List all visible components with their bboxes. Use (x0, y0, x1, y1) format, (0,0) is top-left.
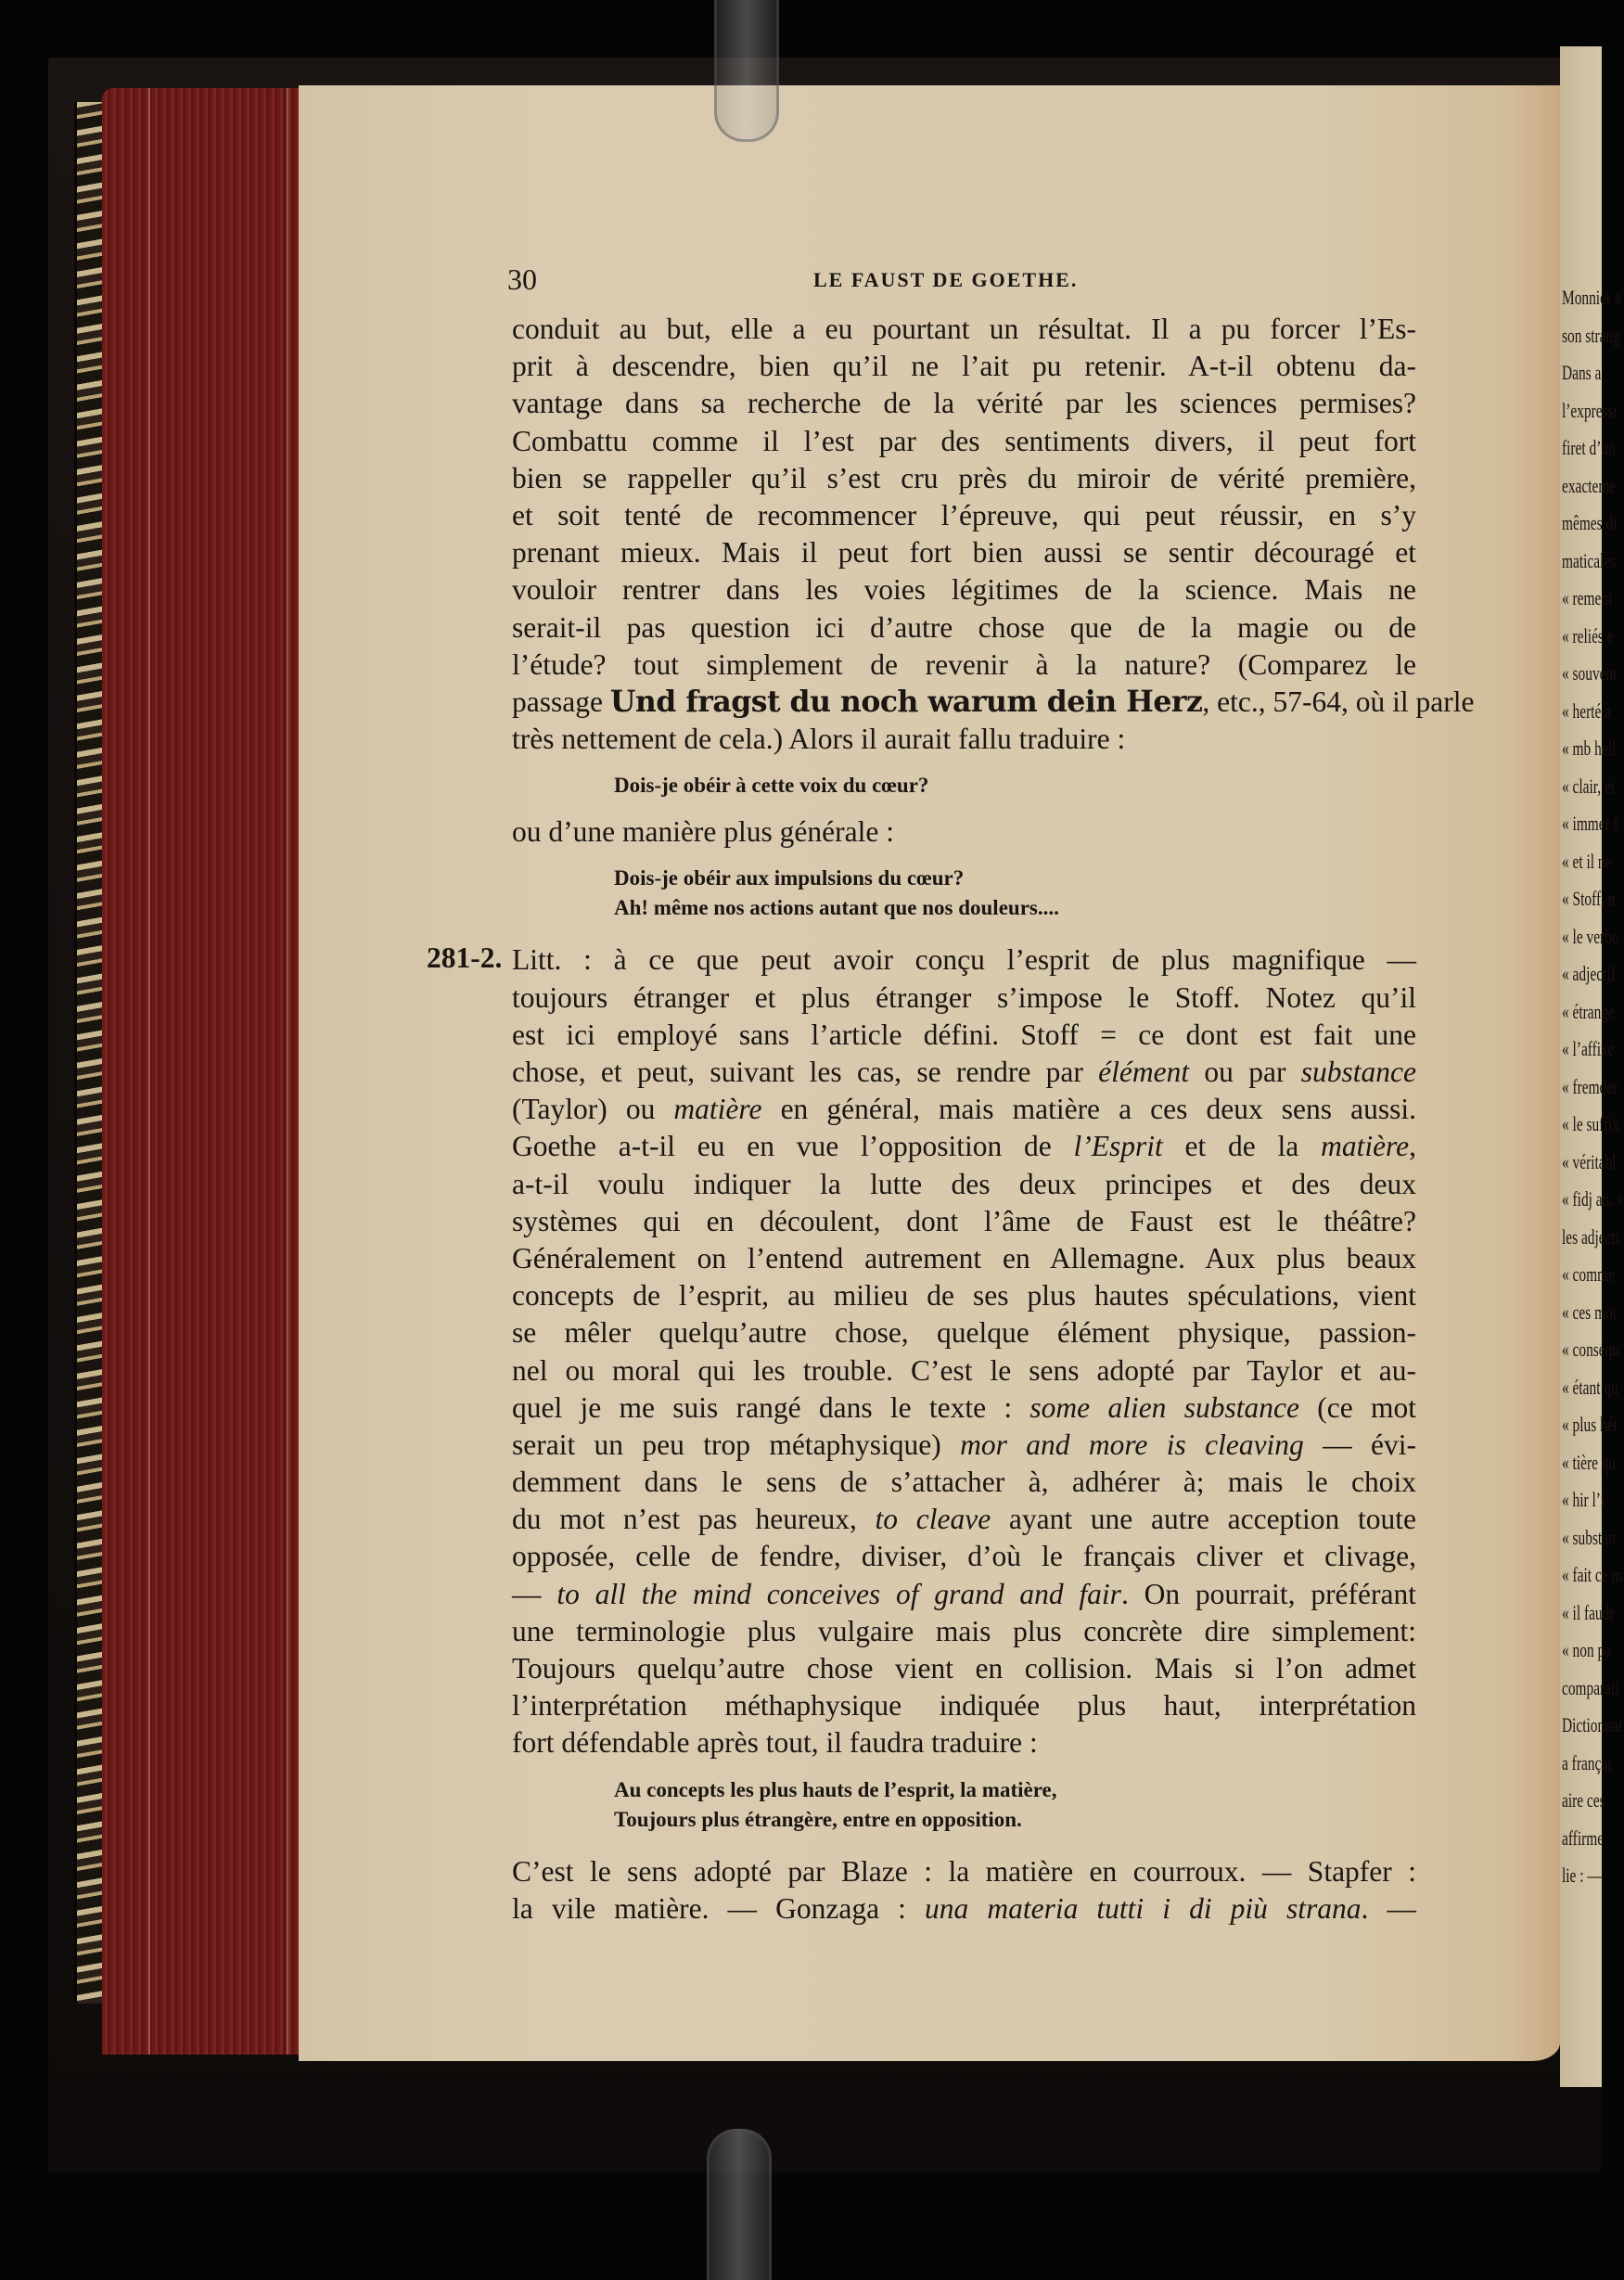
verse-quote: Dois-je obéir à cette voix du cœur? (614, 774, 929, 798)
facing-page-fragment: exacteme (1562, 473, 1617, 497)
facing-page-fragment: « fait ce m (1562, 1563, 1623, 1586)
text-run: quel je me suis rangé dans le texte : (512, 1390, 1030, 1424)
text-line: l’interprétation méthaphysique indiquée plus haut, interprétation (512, 1689, 1416, 1723)
facing-page-fragment: Dans a (1562, 361, 1602, 384)
text-line (512, 1054, 1416, 1091)
text-run: Goethe a-t-il eu en vue l’opposition de (512, 1130, 1074, 1163)
facing-page-fragment: « et il ne (1562, 849, 1612, 873)
facing-page-fragment: maticales (1562, 548, 1617, 572)
verse-quote: Toujours plus étrangère, entre en opposition. (614, 1807, 1022, 1831)
text-run: , etc., 57-64, où il parle (1202, 685, 1475, 718)
text-line: demment dans le sens de s’attacher à, adhérer à; mais le choix (512, 1466, 1416, 1499)
facing-page-fragment: les adjecti (1562, 1224, 1620, 1249)
paragraph-1 (512, 311, 1475, 758)
facing-page-fragment: « mb hell (1562, 737, 1617, 760)
text-line: très nettement de cela.) Alors il aurait fallu traduire : (512, 723, 1126, 756)
text-run: . — (1361, 1891, 1417, 1925)
text-line (512, 1576, 1416, 1613)
text-line (512, 1091, 1416, 1128)
note-number: 281-2. (427, 941, 503, 975)
facing-page-fragment: « véritabl (1562, 1149, 1617, 1173)
text-line: bien se rappeller qu’il s’est cru près du miroir de vérité première, (512, 461, 1416, 494)
text-run: serait un peu trop métaphysique) (512, 1428, 961, 1461)
page-number: 30 (507, 263, 537, 296)
text-line (512, 1890, 1416, 1928)
facing-page-fragment: « il faudr (1562, 1600, 1615, 1624)
text-line: est ici employé sans l’article défini. Stoff = ce dont est fait une (512, 1018, 1416, 1051)
facing-page-fragment: « rement (1562, 586, 1613, 609)
text-line: vantage dans sa recherche de la vérité par les sciences permises? (512, 387, 1416, 420)
facing-page-fragment: son strang (1562, 323, 1620, 347)
facing-page-fragment: aire ces (1562, 1788, 1605, 1812)
facing-page-fragment: l’expressi (1562, 398, 1618, 422)
red-page-edges (102, 88, 301, 2055)
facing-page-fragment: « hir l’i (1562, 1488, 1605, 1511)
text-line (512, 1501, 1416, 1538)
text-line: concepts de l’esprit, au milieu de ses plus hautes spéculations, vient (512, 1279, 1416, 1313)
text-run: (ce mot (1298, 1390, 1416, 1424)
text-run: du mot n’est pas heureux, (512, 1503, 876, 1536)
text-line: Généralement on l’entend autrement en Allemagne. Aux plus beaux (512, 1241, 1416, 1274)
facing-page-fragment: « adjectif (1562, 962, 1616, 985)
text-run: passage (512, 685, 610, 718)
facing-page-fragment: « non pa (1562, 1638, 1612, 1661)
facing-page-fragment: « conséqu (1562, 1338, 1620, 1361)
running-title: LE FAUST DE GOETHE. (813, 268, 1079, 291)
german-quotation: Und fragst du noch warum dein Herz (609, 684, 1203, 719)
italic-term: to cleave (875, 1503, 991, 1536)
italic-term: élément (1098, 1056, 1190, 1088)
text-line: nel ou moral qui les trouble. C’est le sens adopté par Taylor et au- (512, 1353, 1416, 1387)
text-line: fort défendable après tout, il faudra traduire : (512, 1726, 1038, 1760)
text-line: et soit tenté de recommencer l’épreuve, qui peut réussir, en s’y (512, 498, 1416, 532)
facing-page-fragment: « fidj an. » (1562, 1187, 1624, 1210)
facing-page-fragment: « le suffix (1562, 1112, 1620, 1135)
facing-page-fragment: « étrange (1562, 999, 1615, 1023)
text-line: conduit au but, elle a eu pourtant un résultat. Il a pu forcer l’Es- (512, 313, 1416, 345)
running-head (507, 263, 1416, 300)
italic-term: una materia tutti i di più strana (925, 1891, 1362, 1925)
facing-page-fragment: « Stoff, n (1562, 887, 1616, 910)
text-run: (Taylor) ou (512, 1093, 674, 1126)
text-line (512, 1427, 1416, 1464)
text-run: , (1409, 1130, 1417, 1163)
text-run: ayant une autre acception toute (991, 1503, 1416, 1536)
facing-page-fragment: affirme (1562, 1825, 1605, 1850)
page-clip-bottom (707, 2129, 772, 2280)
italic-term: matière (673, 1093, 762, 1126)
text-line: serait-il pas question ici d’autre chose que de la magie ou de (512, 610, 1416, 644)
facing-page-fragment: « comme (1562, 1262, 1615, 1286)
text-line: toujours étranger et plus étranger s’impose le Stoff. Notez qu’il (512, 980, 1416, 1014)
text-line: opposée, celle de fendre, diviser, d’où le français cliver et clivage, (512, 1540, 1416, 1573)
facing-page-fragment: « herté a (1562, 698, 1612, 723)
facing-page-fragment: Monnier a (1562, 286, 1621, 309)
facing-page-fragment: « plus hét (1562, 1413, 1618, 1436)
text-line (512, 1128, 1416, 1165)
facing-page-fragment: comparati (1562, 1675, 1619, 1699)
italic-term: matière (1321, 1130, 1410, 1163)
text-run: . On pourrait, préférant (1120, 1577, 1416, 1610)
facing-page-fragment: « fremder (1562, 1074, 1618, 1098)
italic-term: substance (1300, 1056, 1416, 1088)
connector-line: ou d’une manière plus générale : (512, 815, 894, 849)
facing-page-fragment: Dictionnai (1562, 1713, 1623, 1736)
text-run: — (512, 1577, 557, 1610)
text-run: la vile matière. — Gonzaga : (512, 1891, 925, 1925)
italic-term: to all the mind conceives of grand and fair (556, 1577, 1121, 1610)
text-line: une terminologie plus vulgaire mais plus concrète dire simplement: (512, 1614, 1416, 1647)
text-line: a-t-il voulu indiquer la lutte des deux principes et des deux (512, 1167, 1416, 1200)
facing-page-fragment: a françai (1562, 1750, 1612, 1774)
text-line: Combattu comme il l’est par des sentiments divers, il peut fort (512, 424, 1416, 457)
text-line (512, 684, 1475, 721)
note-281-2 (427, 941, 1417, 1761)
verse-quote: Au concepts les plus hauts de l’esprit, la matière, (614, 1777, 1057, 1801)
text-run: en général, mais matière a ces deux sens aussi. (761, 1093, 1417, 1126)
facing-page-fragment: « l’affixe (1562, 1037, 1615, 1060)
text-line: se mêler quelqu’autre chose, quelque élément physique, passion- (512, 1316, 1416, 1350)
text-line: prenant mieux. Mais il peut fort bien aussi se sentir découragé et (512, 536, 1416, 570)
facing-page-fragment: « immer f (1562, 812, 1618, 835)
text-line: systèmes qui en découlent, dont l’âme de Faust est le théâtre? (512, 1204, 1416, 1237)
verse-quote: Dois-je obéir aux impulsions du cœur? (614, 866, 965, 890)
text-line (512, 1390, 1416, 1427)
text-line: prit à descendre, bien qu’il ne l’ait pu retenir. A-t-il obtenu da- (512, 350, 1416, 383)
text-run: — évi- (1303, 1428, 1416, 1461)
italic-term: some alien substance (1029, 1390, 1299, 1424)
facing-page-fragment: « étant qu (1562, 1375, 1618, 1399)
page-clip-top (714, 0, 779, 142)
text-run: ou par (1189, 1056, 1301, 1088)
text-line: l’étude? tout simplement de revenir à la nature? (Comparez le (512, 647, 1416, 681)
italic-term: l’Esprit (1073, 1130, 1163, 1163)
facing-page-fragment: « reliés e (1562, 623, 1614, 647)
facing-page-fragment: « souvent (1562, 661, 1618, 685)
facing-page-fragment: mêmes di (1562, 511, 1618, 534)
facing-page-fragment: « clair, et (1562, 774, 1616, 798)
verse-quote: Ah! même nos actions autant que nos douleurs.... (614, 896, 1059, 920)
page-body (427, 311, 1475, 1928)
text-run: chose, et peut, suivant les cas, se rendre par (512, 1056, 1099, 1088)
text-line: Toujours quelqu’autre chose vient en collision. Mais si l’on admet (512, 1652, 1416, 1684)
text-run: et de la (1162, 1130, 1322, 1163)
facing-page-fragment: firet d’un (1562, 436, 1616, 459)
facing-page-fragment: « ces mot (1562, 1300, 1618, 1324)
facing-page-fragment: « tière qu (1562, 1450, 1617, 1474)
text-line: C’est le sens adopté par Blaze : la matière en courroux. — Stapfer : (512, 1854, 1416, 1888)
facing-page-fragment: « substan (1562, 1525, 1616, 1549)
text-line: Litt. : à ce que peut avoir conçu l’esprit de plus magnifique — (512, 943, 1416, 977)
facing-page-edge (1560, 46, 1624, 2087)
facing-page-fragment: « le verbe (1562, 924, 1618, 948)
facing-page-fragment: lie : — (1562, 1864, 1602, 1887)
italic-term: mor and more is cleaving (960, 1428, 1304, 1461)
text-line: vouloir rentrer dans les voies légitimes de la science. Mais ne (512, 573, 1416, 607)
